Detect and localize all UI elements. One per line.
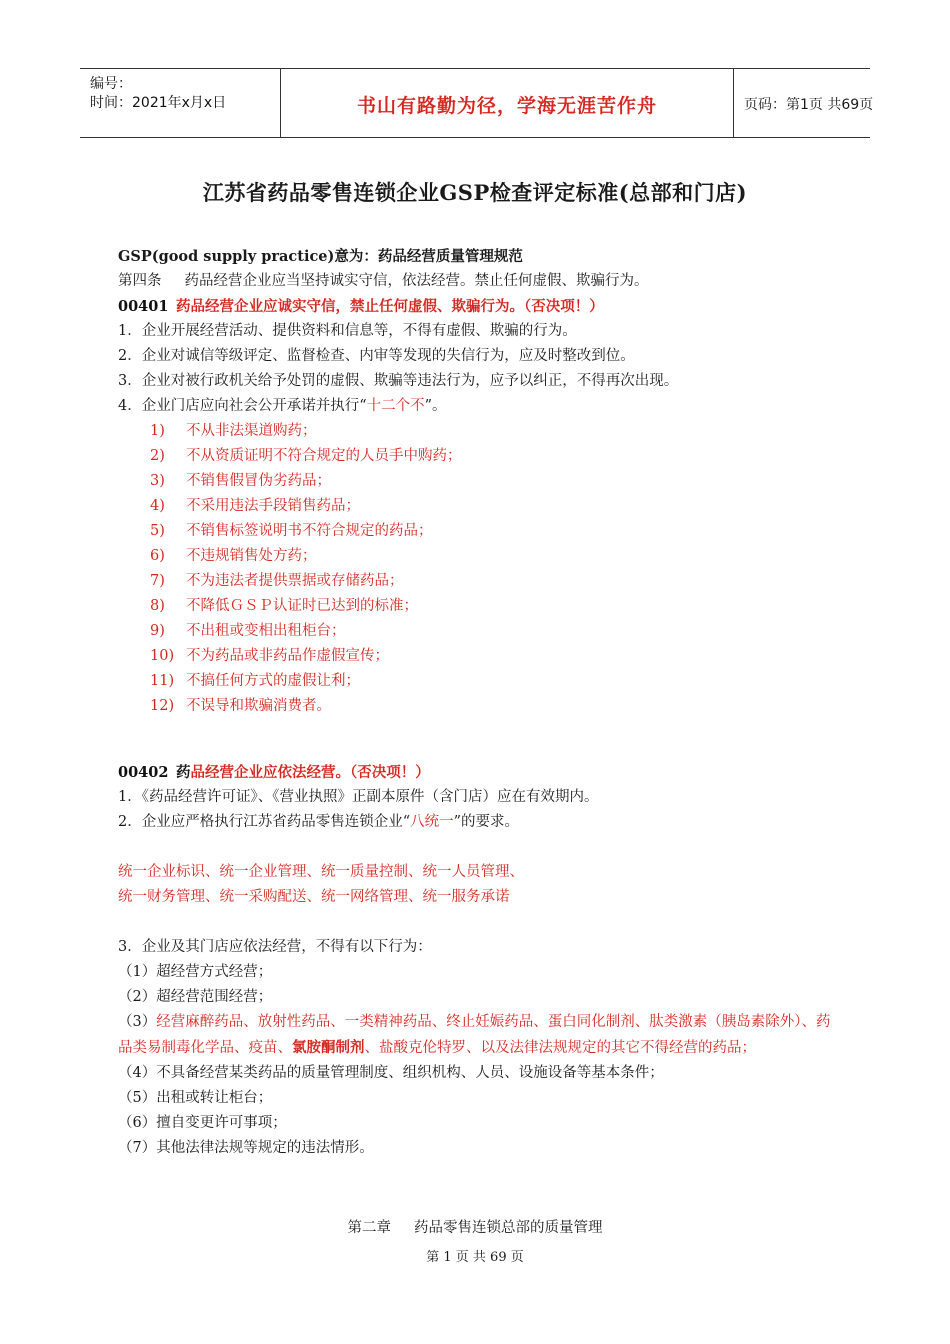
item-code: 00401 (118, 298, 169, 315)
chapter-heading: 第二章 药品零售连锁总部的质量管理 (347, 1220, 603, 1236)
list-number: 5) (150, 523, 165, 539)
sub-item-2: （2）超经营范围经营； (118, 989, 273, 1005)
list-text: 不销售标签说明书不符合规定的药品； (186, 523, 433, 539)
list-number: 7) (150, 573, 165, 589)
list-item (118, 669, 838, 694)
sub-item-7: （7）其他法律法规等规定的违法情形。 (118, 1140, 374, 1156)
list-text: 不违规销售处方药； (186, 548, 317, 564)
list-item (118, 544, 838, 569)
list-number: 9) (150, 623, 165, 639)
list-item (118, 594, 838, 619)
list-item (118, 444, 838, 469)
item-00402-head-start: 药 (176, 764, 191, 781)
article-4-text: 药品经营企业应当坚持诚实守信，依法经营。禁止任何虚假、欺骗行为。 (184, 273, 649, 289)
article-4 (118, 269, 838, 294)
time-label: 时间：2021年x月x日 (90, 95, 227, 111)
list-text: 不搞任何方式的虚假让利； (186, 673, 360, 689)
list-number: 3) (150, 473, 165, 489)
list-text: 不销售假冒伪劣药品； (186, 473, 331, 489)
point-4-suffix: ”。 (424, 398, 447, 414)
item-00401-point-3: 3．企业对被行政机关给予处罚的虚假、欺骗等违法行为，应予以纠正，不得再次出现。 (118, 373, 679, 389)
document-title: 江苏省药品零售连锁企业GSP检查评定标准(总部和门店) (202, 180, 748, 205)
sub-item-3-text-b: 、盐酸克伦特罗、以及法律法规规定的其它不得经营的药品； (364, 1040, 756, 1056)
sub-item-3-bold: 氯胺酮制剂 (292, 1039, 365, 1056)
unify-line-1: 统一企业标识、统一企业管理、统一质量控制、统一人员管理、 (118, 864, 524, 880)
item-00401-point-1: 1．企业开展经营活动、提供资料和信息等，不得有虚假、欺骗的行为。 (118, 323, 577, 339)
list-text: 不为违法者提供票据或存储药品； (186, 573, 404, 589)
list-number: 1) (150, 423, 165, 439)
motto: 书山有路勤为径，学海无涯苦作舟 (356, 95, 657, 117)
list-text: 不为药品或非药品作虚假宣传； (186, 648, 389, 664)
item-00401-point-2: 2．企业对诚信等级评定、监督检查、内审等发现的失信行为，应及时整改到位。 (118, 348, 635, 364)
sub-item-5: （5）出租或转让柜台； (118, 1090, 273, 1106)
list-item (118, 419, 838, 444)
header-middle-cell (280, 69, 734, 137)
list-text: 不降低ＧＳＰ认证时已达到的标准； (186, 598, 418, 614)
document-body (118, 244, 838, 1161)
list-number: 11) (150, 673, 175, 689)
spacer (118, 910, 838, 935)
list-number: 2) (150, 448, 165, 464)
list-item (118, 469, 838, 494)
page-number-label: 页码：第1页 共69页 (744, 97, 874, 113)
sub-item-6: （6）擅自变更许可事项； (118, 1115, 287, 1131)
list-item (118, 494, 838, 519)
item-00402-point-3: 3．企业及其门店应依法经营，不得有以下行为： (118, 939, 432, 955)
list-item (118, 569, 838, 594)
point-4-highlight: 十二个不 (366, 398, 425, 414)
list-item (118, 519, 838, 544)
item-00401-text: 药品经营企业应诚实守信，禁止任何虚假、欺骗行为。（否决项！） (176, 298, 604, 315)
item-00402-point-2 (118, 810, 838, 835)
list-text: 不误导和欺骗消费者。 (186, 698, 331, 714)
list-item (118, 619, 838, 644)
sub-item-1: （1）超经营方式经营； (118, 964, 273, 980)
list-number: 6) (150, 548, 165, 564)
item-00402-head-rest: 品经营企业应依法经营。（否决项！） (190, 764, 430, 781)
list-number: 10) (150, 648, 175, 664)
item-00401-point-4 (118, 394, 838, 419)
list-number: 4) (150, 498, 165, 514)
list-text: 不从资质证明不符合规定的人员手中购药； (186, 448, 462, 464)
gsp-definition: GSP(good supply practice)意为：药品经营质量管理规范 (118, 248, 523, 265)
sub-item-4: （4）不具备经营某类药品的质量管理制度、组织机构、人员、设施设备等基本条件； (118, 1065, 664, 1081)
point-2-suffix: ”的要求。 (453, 814, 520, 830)
list-item (118, 644, 838, 669)
unify-line-2: 统一财务管理、统一采购配送、统一网络管理、统一服务承诺 (118, 889, 510, 905)
list-number: 12) (150, 698, 175, 714)
page-footer: 第 1 页 共 69 页 (426, 1250, 524, 1265)
serial-label: 编号： (90, 76, 132, 92)
list-item (118, 694, 838, 719)
sub-item-3-prefix: （3） (118, 1014, 157, 1030)
article-4-label: 第四条 (118, 273, 162, 289)
spacer (118, 835, 838, 860)
list-text: 不采用违法手段销售药品； (186, 498, 360, 514)
item-00402-point-1: 1．《药品经营许可证》、《营业执照》正副本原件（含门店）应在有效期内。 (118, 789, 599, 805)
header-right-cell (734, 69, 874, 137)
list-text: 不出租或变相出租柜台； (186, 623, 346, 639)
list-text: 不从非法渠道购药； (186, 423, 317, 439)
sub-item-3-text-a: 经营麻醉药品、放射性药品、一类精神药品、终止妊娠药品、蛋白同化制剂、肽类激素（胰岛素除外）、药品类易制毒化学品、疫苗、 (118, 1014, 831, 1056)
point-2-prefix: 2．企业应严格执行江苏省药品零售连锁企业“ (118, 814, 411, 830)
item-code: 00402 (118, 764, 169, 781)
point-2-highlight: 八统一 (410, 814, 454, 830)
point-4-prefix: 4．企业门店应向社会公开承诺并执行“ (118, 398, 367, 414)
sub-item-3 (118, 1010, 838, 1061)
header-table (80, 68, 874, 138)
item-00402-heading (118, 760, 838, 785)
spacer (118, 719, 838, 760)
item-00401-heading (118, 294, 838, 319)
header-left-cell (80, 69, 280, 137)
list-number: 8) (150, 598, 165, 614)
